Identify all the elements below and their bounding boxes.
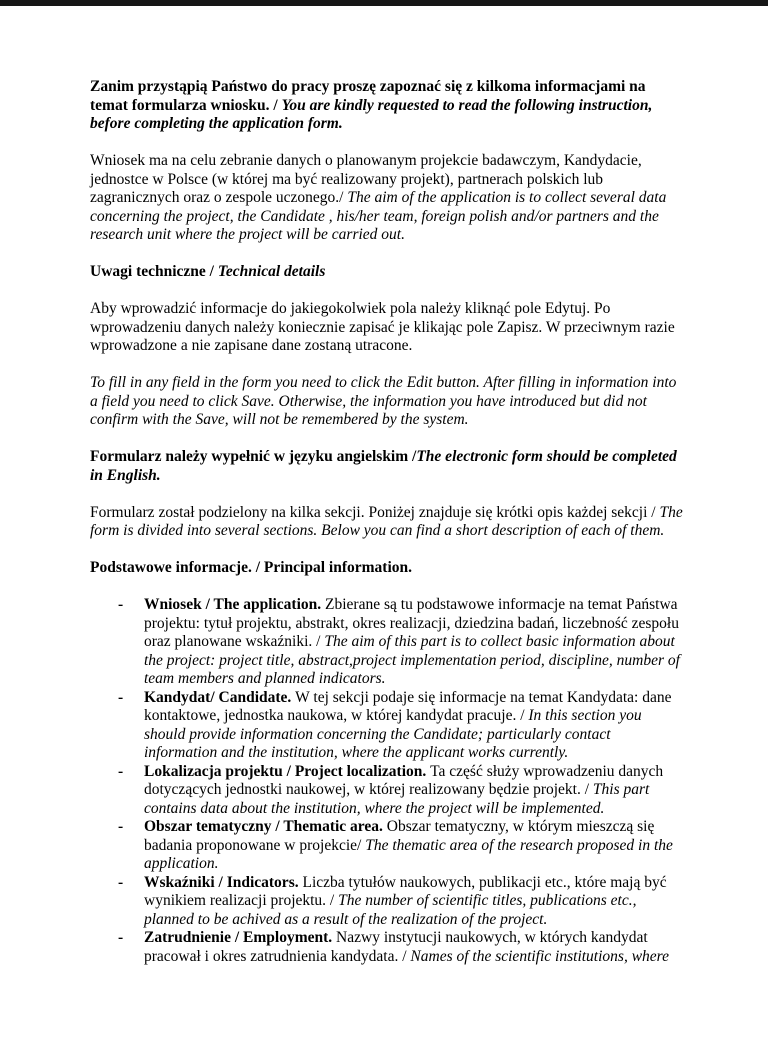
purpose-paragraph-en: The aim of the application is to collect several data concerning the project, the Candidate , his/her team, foreign polish and/or partners and the research unit where the project will be carried out. (90, 189, 667, 243)
list-item-en: Names of the scientific institutions, where (410, 947, 670, 965)
list-item-en: In this section you should provide information concerning the Candidate; particularly contact information and the institution, where the applicant works currently. (144, 707, 642, 761)
list-item-pl: Obszar tematyczny, w którym mieszczą się badania proponowane w projekcie/ (144, 818, 655, 854)
purpose-paragraph (90, 152, 684, 245)
sections-paragraph (90, 504, 684, 541)
edit-save-paragraph-pl (90, 300, 684, 356)
list-item-text (144, 689, 684, 763)
list-item-text (144, 929, 684, 966)
list-item-text (144, 596, 684, 689)
list-item-pl: Nazwy instytucji naukowych, w których kandydat pracował i okres zatrudnienia kandydata. / (144, 929, 648, 965)
purpose-paragraph-pl: Wniosek ma na celu zebranie danych o planowanym projekcie badawczym, Kandydacie, jednostce w Polsce (w której ma być realizowany projekt), partnerach polskich lub zagranicznych oraz o zespole uczonego./ (90, 152, 642, 206)
list-item-lead: Wskaźniki / Indicators. (144, 873, 303, 891)
intro-paragraph (90, 78, 684, 134)
edit-save-text-en: To fill in any field in the form you need to click the Edit button. After filling in information into a field you need to click Save. Otherwise, the information you have introduced but did not confirm with the Save, will not be remembered by the system. (90, 374, 677, 428)
edit-save-text-pl: Aby wprowadzić informacje do jakiegokolwiek pola należy kliknąć pole Edytuj. Po wprowadzeniu danych należy koniecznie zapisać je klikając pole Zapisz. W przeciwnym razie wprowadzone a nie zapisane dane zostaną utracone. (90, 300, 675, 354)
list-item-application (118, 596, 684, 689)
language-paragraph (90, 448, 684, 485)
list-item-en: The thematic area of the research proposed in the application. (144, 836, 673, 872)
list-item-lead: Zatrudnienie / Employment. (144, 929, 337, 946)
dash-bullet: - (118, 873, 124, 891)
list-item-candidate (118, 689, 684, 763)
list-item-employment (118, 929, 684, 966)
document-page (0, 6, 768, 1045)
principal-information-heading (90, 559, 684, 578)
list-item-pl: W tej sekcji podaje się informacje na temat Kandydata: dane kontaktowe, jednostka naukowa, w której kandydat pracuje. / (144, 688, 672, 724)
list-item-text (144, 763, 684, 819)
edit-save-paragraph-en (90, 374, 684, 430)
sections-paragraph-en: The form is divided into several sections. Below you can find a short description of each of them. (90, 503, 683, 539)
dash-bullet: - (118, 762, 124, 780)
dash-bullet: - (118, 688, 124, 706)
list-item-en: The aim of this part is to collect basic information about the project: project title, abstract,project implementation period, discipline, number of team members and planned indicators. (144, 633, 680, 687)
technical-details-heading (90, 263, 684, 282)
list-item-en: The number of scientific titles, publications etc., planned to be achived as a result of the realization of the project. (144, 892, 637, 928)
list-item-pl: Ta część służy wprowadzeniu danych dotyczących jednostki naukowej, w której realizowany będzie projekt. / (144, 762, 664, 798)
dash-bullet: - (118, 929, 124, 946)
list-item-text (144, 874, 684, 930)
technical-details-heading-pl: Uwagi techniczne / (90, 263, 218, 280)
intro-paragraph-en: You are kindly requested to read the following instruction, before completing the application form. (90, 96, 653, 132)
list-item-lead: Lokalizacja projektu / Project localization. (144, 762, 431, 780)
list-item-project-localization (118, 763, 684, 819)
list-item-en: This part contains data about the institution, where the project will be implemented. (144, 781, 650, 817)
dash-bullet: - (118, 818, 124, 835)
principal-information-heading-text: Podstawowe informacje. / Principal information. (90, 559, 413, 576)
list-item-text (144, 818, 684, 874)
sections-paragraph-pl: Formularz został podzielony na kilka sekcji. Poniżej znajduje się krótki opis każdej sekcji / (90, 503, 660, 521)
technical-details-heading-en: Technical details (217, 263, 326, 280)
list-item-indicators (118, 874, 684, 930)
language-paragraph-pl: Formularz należy wypełnić w języku angielskim / (90, 448, 417, 465)
list-item-pl: Zbierane są tu podstawowe informacje na temat Państwa projektu: tytuł projektu, abstrakt, okres realizacji, dziedzina badań, liczebność zespołu oraz planowane wskaźniki. / (144, 596, 679, 650)
dash-bullet: - (118, 596, 124, 613)
list-item-lead: Obszar tematyczny / Thematic area. (144, 818, 387, 835)
sections-list (90, 596, 684, 966)
list-item-lead: Wniosek / The application. (144, 596, 326, 613)
language-paragraph-en: The electronic form should be completed in English. (90, 448, 677, 484)
intro-paragraph-pl: Zanim przystąpią Państwo do pracy proszę zapoznać się z kilkoma informacjami na temat formularza wniosku. / (90, 78, 646, 114)
list-item-lead: Kandydat/ Candidate. (144, 688, 296, 706)
list-item-pl: Liczba tytułów naukowych, publikacji etc., które mają być wynikiem realizacji projektu. / (144, 873, 667, 909)
list-item-thematic-area (118, 818, 684, 874)
